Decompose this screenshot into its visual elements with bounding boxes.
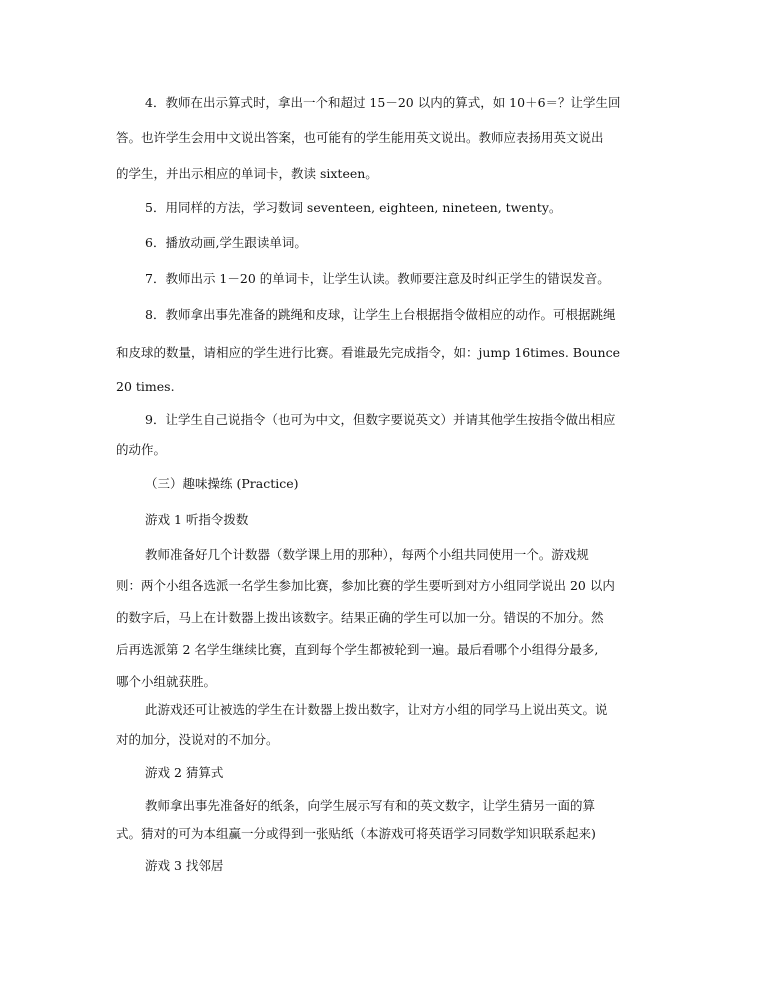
game-2-title: 游戏 2 猜算式 bbox=[145, 765, 224, 780]
para-4-line-2: 答。也许学生会用中文说出答案，也可能有的学生能用英文说出。教师应表扬用英文说出 bbox=[116, 130, 604, 145]
game-2-line-1: 教师拿出事先准备好的纸条，向学生展示写有和的英文数字，让学生猜另一面的算 bbox=[145, 798, 596, 813]
game-1-line-5: 哪个小组就获胜。 bbox=[116, 674, 217, 689]
game-1-line-3: 的数字后，马上在计数器上拨出该数字。结果正确的学生可以加一分。错误的不加分。然 bbox=[116, 610, 604, 625]
para-5: 5．用同样的方法，学习数词 seventeen, eighteen, nineteen, twenty。 bbox=[145, 200, 562, 215]
para-9-line-2: 的动作。 bbox=[116, 442, 167, 457]
game-1-line-1: 教师准备好几个计数器（数学课上用的那种），每两个小组共同使用一个。游戏规 bbox=[145, 547, 589, 562]
game-1-line-2: 则：两个小组各选派一名学生参加比赛，参加比赛的学生要听到对方小组同学说出 20 以内 bbox=[116, 578, 615, 593]
section-heading-practice: （三）趣味操练 (Practice) bbox=[145, 476, 299, 491]
game-1-note-line-1: 此游戏还可让被选的学生在计数器上拨出数字，让对方小组的同学马上说出英文。说 bbox=[145, 702, 608, 717]
para-4-line-1: 4．教师在出示算式时，拿出一个和超过 15－20 以内的算式，如 10＋6＝？让学生回 bbox=[145, 95, 621, 110]
para-6: 6．播放动画,学生跟读单词。 bbox=[145, 235, 307, 250]
para-9-line-1: 9．让学生自己说指令（也可为中文，但数字要说英文）并请其他学生按指令做出相应 bbox=[145, 412, 616, 427]
game-1-title: 游戏 1 听指令拨数 bbox=[145, 512, 249, 527]
game-1-note-line-2: 对的加分，没说对的不加分。 bbox=[116, 732, 279, 747]
game-2-line-2: 式。猜对的可为本组赢一分或得到一张贴纸（本游戏可将英语学习同数学知识联系起来) bbox=[116, 826, 596, 841]
game-1-line-4: 后再选派第 2 名学生继续比赛，直到每个学生都被轮到一遍。最后看哪个小组得分最多, bbox=[116, 642, 599, 657]
para-8-line-3: 20 times. bbox=[116, 379, 175, 394]
para-8-line-1: 8．教师拿出事先准备的跳绳和皮球，让学生上台根据指令做相应的动作。可根据跳绳 bbox=[145, 307, 616, 322]
para-7: 7．教师出示 1－20 的单词卡，让学生认读。教师要注意及时纠正学生的错误发音。 bbox=[145, 271, 610, 286]
para-4-line-3: 的学生，并出示相应的单词卡，教读 sixteen。 bbox=[116, 166, 378, 181]
game-3-title: 游戏 3 找邻居 bbox=[145, 858, 224, 873]
para-8-line-2: 和皮球的数量，请相应的学生进行比赛。看谁最先完成指令，如：jump 16times. Bounce bbox=[116, 345, 621, 360]
